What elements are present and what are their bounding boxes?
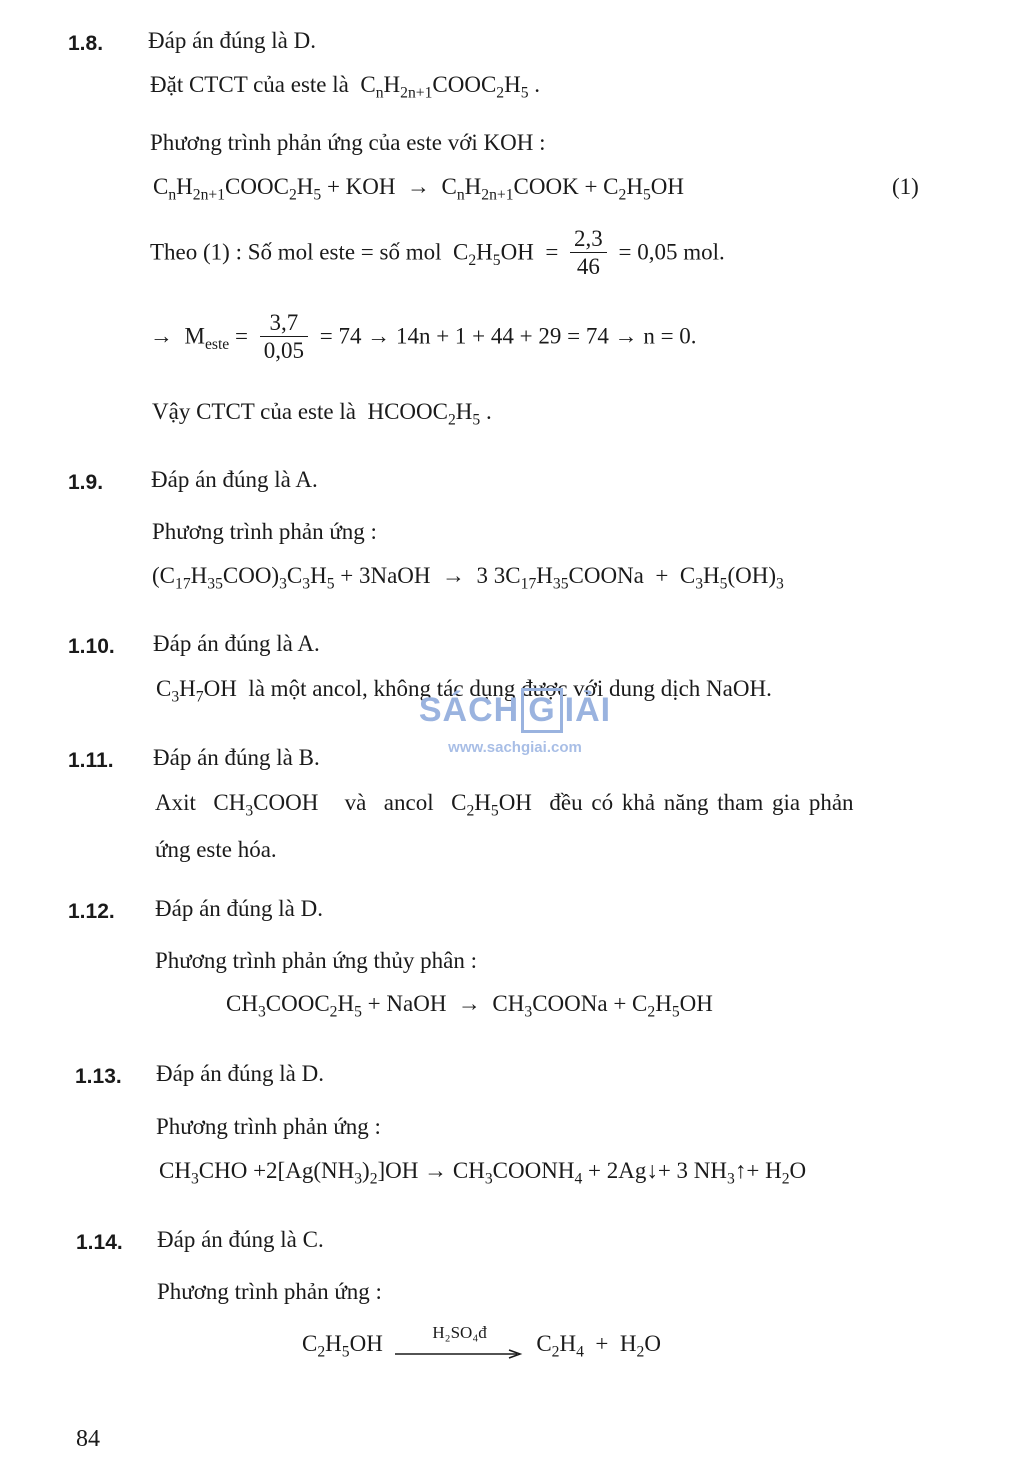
watermark	[410, 688, 620, 756]
catalyst-label: H₂SO₄đ	[432, 1322, 487, 1342]
item-number: 1.11.	[68, 749, 114, 772]
fraction: $\frac{3,7}{0,05}$	[260, 310, 308, 366]
item-number: 1.8.	[68, 32, 104, 55]
explanation-line: Axit $CH_3COOH$ và ancol $C_2H_5OH$ đều có khả năng tham gia phản	[155, 790, 854, 820]
item-number: 1.10.	[68, 635, 115, 658]
fraction: $\frac{2,3}{46}$	[570, 226, 607, 282]
watermark-url: www.sachgiai.com	[448, 739, 582, 756]
equation-1: $C_nH_{2n+1}COOC_2H_5$ + KOH → $C_nH_{2n+1}COOK + C_2H_5OH$	[153, 174, 684, 204]
answer-line: Đáp án đúng là D.	[148, 28, 316, 53]
item-number: 1.14.	[76, 1231, 123, 1254]
equation: $CH_3CHO +2[Ag(NH_3)_2]OH$ → $CH_3COONH_4$ + 2Ag↓+ 3 $NH_3↑+ H_2O$	[159, 1158, 807, 1188]
equation: $CH_3COOC_2H_5$ + NaOH → $CH_3COONa + C_2H_5OH$	[226, 991, 713, 1021]
watermark-logo: SÁCH G IẢI	[410, 688, 620, 733]
equation-label: (1)	[892, 174, 919, 199]
equation: $C_2H_5OH$ H₂SO₄đ $C_2H_4 + H_2O$	[302, 1322, 661, 1361]
reaction-heading: Phương trình phản ứng :	[157, 1279, 382, 1304]
answer-line: Đáp án đúng là C.	[157, 1227, 324, 1252]
item-number: 1.9.	[68, 471, 104, 494]
mol-calculation: Theo (1) : Số mol este = số mol $C_2H_5OH$ = $\frac{2,3}{46}$ = 0,05 mol.	[150, 226, 725, 282]
answer-line: Đáp án đúng là A.	[151, 467, 318, 492]
answer-line: Đáp án đúng là D.	[156, 1061, 324, 1086]
reaction-heading: Phương trình phản ứng thủy phân :	[155, 948, 478, 973]
reaction-heading: Phương trình phản ứng :	[152, 519, 377, 544]
equation: $(C_{17}H_{35}COO)_3C_3H_5$ + 3NaOH → 3 $3C_{17}H_{35}COONa + C_3H_5(OH)_3$	[152, 563, 784, 593]
explanation-line: ứng este hóa.	[155, 837, 277, 862]
item-number: 1.12.	[68, 900, 115, 923]
answer-line: Đáp án đúng là B.	[153, 745, 320, 770]
reaction-heading: Phương trình phản ứng :	[156, 1114, 381, 1139]
item-number: 1.13.	[75, 1065, 122, 1088]
arrow-icon	[395, 1349, 525, 1359]
page-number: 84	[76, 1426, 100, 1452]
explanation-line: $C_3H_7OH$ là một ancol, không tác dụng được với dung dịch NaOH.	[156, 676, 772, 706]
reaction-heading: Phương trình phản ứng của este với KOH :	[150, 130, 546, 155]
reaction-arrow	[395, 1322, 525, 1361]
answer-line: Đáp án đúng là A.	[153, 631, 320, 656]
molar-mass-calculation: → $M_{este}$ = $\frac{3,7}{0,05}$ = 74 → 14n + 1 + 44 + 29 = 74 → n = 0.	[150, 310, 697, 366]
ctct-line: Đặt CTCT của este là $C_nH_{2n+1}COOC_2H_5$ .	[150, 72, 541, 102]
conclusion-line: Vậy CTCT của este là $HCOOC_2H_5$ .	[152, 399, 492, 429]
answer-line: Đáp án đúng là D.	[155, 896, 323, 921]
